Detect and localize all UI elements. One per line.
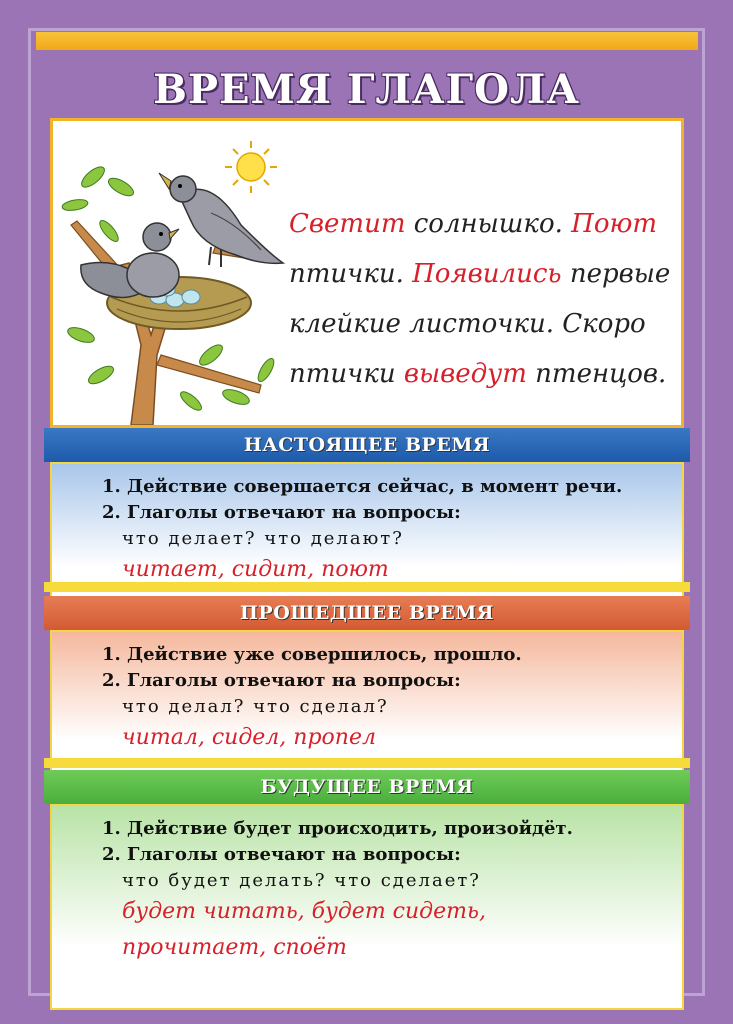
singing-bird <box>159 173 283 267</box>
top-decor-bar <box>36 32 698 50</box>
future-rule-1: 1. Действие будет происходить, произойдёт. <box>102 818 573 839</box>
future-questions: что будет делать? что сделает? <box>122 870 481 891</box>
present-examples: читает, сидит, поют <box>122 557 389 582</box>
past-rule-1: 1. Действие уже совершилось, прошло. <box>102 644 522 665</box>
future-rule-2: 2. Глаголы отвечают на вопросы: <box>102 844 461 865</box>
sun-icon <box>225 141 277 193</box>
example-text <box>289 199 679 399</box>
future-tense-section <box>44 770 690 1010</box>
poem-line-2: птички. Появились первые <box>289 259 671 289</box>
past-examples: читал, сидел, пропел <box>122 725 376 750</box>
future-examples-2: прочитает, споёт <box>122 935 347 960</box>
poem-line-3: клейкие листочки. Скоро <box>289 309 646 339</box>
birds-nest-illustration <box>61 135 291 425</box>
future-tense-header: БУДУЩЕЕ ВРЕМЯ <box>44 770 690 804</box>
past-tense-header: ПРОШЕДШЕЕ ВРЕМЯ <box>44 596 690 630</box>
present-questions: что делает? что делают? <box>122 528 404 549</box>
page-title: ВРЕМЯ ГЛАГОЛА <box>153 66 580 113</box>
divider-strip <box>44 758 690 768</box>
future-examples-1: будет читать, будет сидеть, <box>122 899 486 924</box>
present-rule-1: 1. Действие совершается сейчас, в момент речи. <box>102 476 623 497</box>
illustration-card <box>50 118 684 428</box>
present-rule-2: 2. Глаголы отвечают на вопросы: <box>102 502 461 523</box>
bird-in-nest <box>81 223 179 298</box>
past-rule-2: 2. Глаголы отвечают на вопросы: <box>102 670 461 691</box>
poem-line-4: птички выведут птенцов. <box>289 359 667 389</box>
present-tense-header: НАСТОЯЩЕЕ ВРЕМЯ <box>44 428 690 462</box>
poem-line-1: Светит солнышко. Поют <box>289 209 658 239</box>
past-questions: что делал? что сделал? <box>122 696 389 717</box>
future-tense-body <box>50 804 684 1010</box>
divider-strip <box>44 582 690 592</box>
